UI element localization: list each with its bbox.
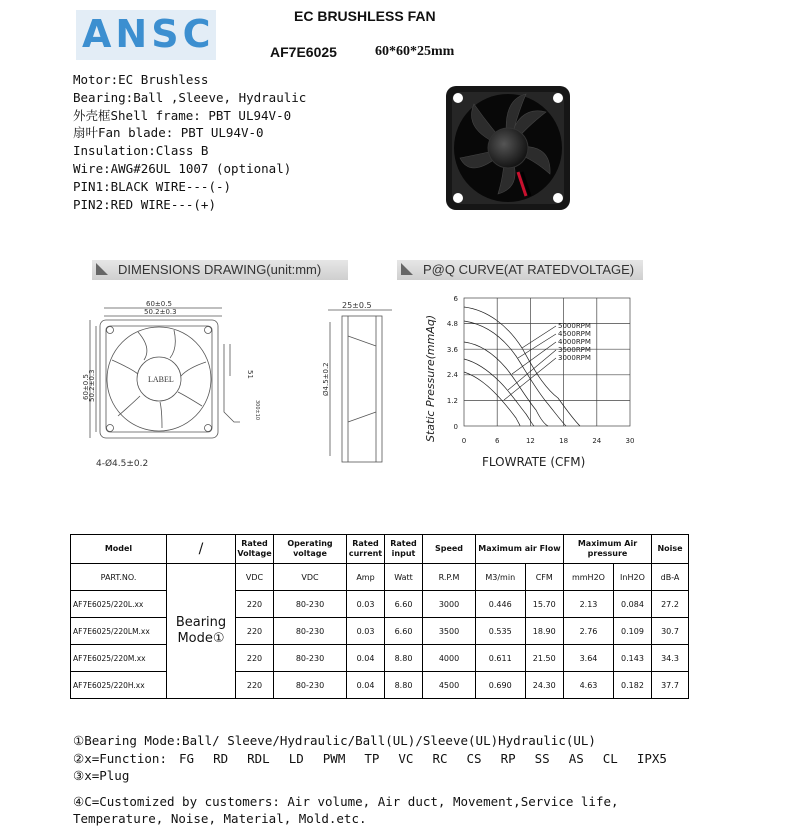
- dimension-drawing: [78, 296, 398, 476]
- y-tick: 0: [453, 423, 458, 431]
- dim-height-outer: 60±0.5: [82, 374, 90, 400]
- dim-height-inner: 50.2±0.3: [88, 369, 96, 402]
- cell-model: AF7E6025/220LM.xx: [71, 618, 167, 645]
- th-max-air-flow: Maximum air Flow: [476, 535, 564, 564]
- cell: 30.7: [652, 618, 689, 645]
- spec-insulation: Insulation:Class B: [73, 143, 209, 159]
- cell: 18.90: [525, 618, 563, 645]
- note-functions: [73, 750, 686, 768]
- cell: 0.535: [476, 618, 526, 645]
- cell: 80-230: [274, 591, 347, 618]
- dim-depth: 25±0.5: [342, 301, 372, 310]
- x-axis-label: FLOWRATE (CFM): [482, 455, 586, 469]
- spec-blade: 扇叶Fan blade: PBT UL94V-0: [73, 125, 264, 141]
- cell: 0.611: [476, 645, 526, 672]
- x-tick: 12: [525, 437, 535, 445]
- fan-size: 60*60*25mm: [375, 44, 455, 59]
- dim-side-hole: Ø4.5±0.2: [322, 362, 330, 396]
- dim-width-outer: 60±0.5: [146, 300, 172, 308]
- cell: 80-230: [274, 672, 347, 699]
- cell-model: AF7E6025/220H.xx: [71, 672, 167, 699]
- function-code: RP: [500, 750, 516, 766]
- unit-cfm: CFM: [525, 564, 563, 591]
- function-code: AS: [568, 750, 584, 766]
- cell: 0.084: [613, 591, 651, 618]
- unit-watt: Watt: [385, 564, 423, 591]
- y-tick: 1.2: [446, 397, 458, 405]
- dimensions-heading-text: DIMENSIONS DRAWING(unit:mm): [118, 262, 322, 277]
- cell: 4.63: [563, 672, 613, 699]
- function-code: PWM: [322, 750, 346, 766]
- unit-vdc: VDC: [236, 564, 274, 591]
- note-bearing-mode: ①Bearing Mode:Ball/ Sleeve/Hydraulic/Ball(UL)/Sleeve(UL)Hydraulic(UL): [73, 733, 596, 748]
- unit-rpm: R.P.M: [423, 564, 476, 591]
- cell: 2.76: [563, 618, 613, 645]
- dim-width-inner: 50.2±0.3: [144, 308, 177, 316]
- y-tick: 6: [453, 295, 458, 303]
- legend-4500rpm: 4500RPM: [558, 330, 591, 338]
- triangle-bullet-icon: [96, 263, 108, 275]
- cell-model: AF7E6025/220L.xx: [71, 591, 167, 618]
- cell: 80-230: [274, 645, 347, 672]
- fan-photo: [442, 82, 574, 214]
- function-code: RC: [432, 750, 448, 766]
- spec-shell: 外壳框Shell frame: PBT UL94V-0: [73, 107, 292, 123]
- cell: 220: [236, 645, 274, 672]
- y-tick: 4.8: [446, 320, 458, 328]
- th-rated-current: Rated current: [347, 535, 385, 564]
- cell: 80-230: [274, 618, 347, 645]
- triangle-bullet-icon: [401, 263, 413, 275]
- th-max-air-pressure: Maximum Air pressure: [563, 535, 651, 564]
- cell: 0.03: [347, 618, 385, 645]
- cell: 0.446: [476, 591, 526, 618]
- y-tick: 3.6: [446, 346, 458, 354]
- legend-3500rpm: 3500RPM: [558, 346, 591, 354]
- x-tick: 30: [625, 437, 635, 445]
- y-axis-label: Static Pressure(mmAq): [424, 314, 437, 442]
- function-code: RD: [213, 750, 229, 766]
- th-part-no: PART.NO.: [71, 564, 167, 591]
- x-tick: 18: [559, 437, 569, 445]
- function-code: TP: [364, 750, 380, 766]
- dim-lead-length: 300±10: [254, 400, 260, 421]
- pq-heading-text: P@Q CURVE(AT RATEDVOLTAGE): [423, 262, 635, 277]
- function-code: CL: [602, 750, 618, 766]
- pq-curve-chart: [418, 286, 638, 472]
- note-customization-cont: Temperature, Noise, Material, Mold.etc.: [73, 811, 367, 826]
- cell: 3.64: [563, 645, 613, 672]
- x-tick: 0: [461, 437, 467, 445]
- cell: 8.80: [385, 672, 423, 699]
- table-row: [71, 618, 689, 645]
- cell-model: AF7E6025/220M.xx: [71, 645, 167, 672]
- th-noise: Noise: [652, 535, 689, 564]
- th-rated-voltage: Rated Voltage: [236, 535, 274, 564]
- cell: 24.30: [525, 672, 563, 699]
- cell: 15.70: [525, 591, 563, 618]
- cell: 220: [236, 672, 274, 699]
- spec-bearing: Bearing:Ball ,Sleeve, Hydraulic: [73, 89, 307, 105]
- cell: 4500: [423, 672, 476, 699]
- spec-wire: Wire:AWG#26UL 1007 (optional): [73, 160, 292, 176]
- dim-wire-length: 51: [246, 370, 254, 379]
- unit-m3min: M3/min: [476, 564, 526, 591]
- legend-5000rpm: 5000RPM: [558, 322, 591, 330]
- cell: 0.690: [476, 672, 526, 699]
- cell: 0.182: [613, 672, 651, 699]
- spec-pin2: PIN2:RED WIRE---(+): [73, 196, 216, 212]
- spec-motor: Motor:EC Brushless: [73, 72, 209, 87]
- cell: 0.143: [613, 645, 651, 672]
- cell: 3000: [423, 591, 476, 618]
- cell: 4000: [423, 645, 476, 672]
- dim-hole-spec: 4-Ø4.5±0.2: [96, 459, 149, 469]
- function-code: LD: [288, 750, 304, 766]
- note-function-prefix: ②x=Function:: [73, 750, 167, 766]
- note-customization: ④C=Customized by customers: Air volume, Air duct, Movement,Service life,: [73, 793, 619, 809]
- function-code: RDL: [247, 750, 270, 766]
- bearing-mode-cell: Bearing Mode①: [167, 564, 236, 699]
- cell: 0.04: [347, 672, 385, 699]
- document-title: EC BRUSHLESS FAN: [294, 8, 436, 24]
- unit-amp: Amp: [347, 564, 385, 591]
- function-code: CS: [466, 750, 482, 766]
- function-code: VC: [398, 750, 414, 766]
- cell: 3500: [423, 618, 476, 645]
- y-tick: 2.4: [446, 371, 458, 379]
- table-row: [71, 645, 689, 672]
- cell: 0.03: [347, 591, 385, 618]
- cell: 34.3: [652, 645, 689, 672]
- note-plug: ③x=Plug: [73, 768, 130, 783]
- unit-inh2o: InH2O: [613, 564, 651, 591]
- x-tick: 6: [494, 437, 500, 445]
- spec-list: [73, 71, 306, 213]
- note-spacer: [73, 785, 686, 793]
- cell: 0.109: [613, 618, 651, 645]
- th-operating-voltage: Operating voltage: [274, 535, 347, 564]
- legend-3000rpm: 3000RPM: [558, 354, 591, 362]
- cell: 6.60: [385, 618, 423, 645]
- unit-vdc-op: VDC: [274, 564, 347, 591]
- table-row: [71, 672, 689, 699]
- function-code: SS: [534, 750, 550, 766]
- notes-section: [73, 732, 686, 828]
- x-tick: 24: [592, 437, 602, 445]
- function-code: IPX5: [636, 750, 667, 766]
- spec-pin1: PIN1:BLACK WIRE---(-): [73, 178, 232, 194]
- cell: 0.04: [347, 645, 385, 672]
- cell: 6.60: [385, 591, 423, 618]
- fan-label-text: LABEL: [148, 375, 174, 384]
- spec-table: [70, 534, 689, 699]
- cell: 2.13: [563, 591, 613, 618]
- unit-dba: dB-A: [652, 564, 689, 591]
- model-number: AF7E6025: [270, 44, 337, 60]
- brand-logo: ANSC: [82, 12, 215, 56]
- cell: 21.50: [525, 645, 563, 672]
- cell: 220: [236, 618, 274, 645]
- th-model: Model: [71, 535, 167, 564]
- cell: 37.7: [652, 672, 689, 699]
- pq-heading: [397, 260, 643, 280]
- th-rated-input: Rated input: [385, 535, 423, 564]
- th-slash: /: [167, 535, 236, 564]
- unit-mmh2o: mmH2O: [563, 564, 613, 591]
- cell: 8.80: [385, 645, 423, 672]
- cell: 220: [236, 591, 274, 618]
- table-row: [71, 591, 689, 618]
- function-code: FG: [179, 750, 195, 766]
- dimensions-heading: [92, 260, 348, 280]
- legend-4000rpm: 4000RPM: [558, 338, 591, 346]
- th-speed: Speed: [423, 535, 476, 564]
- cell: 27.2: [652, 591, 689, 618]
